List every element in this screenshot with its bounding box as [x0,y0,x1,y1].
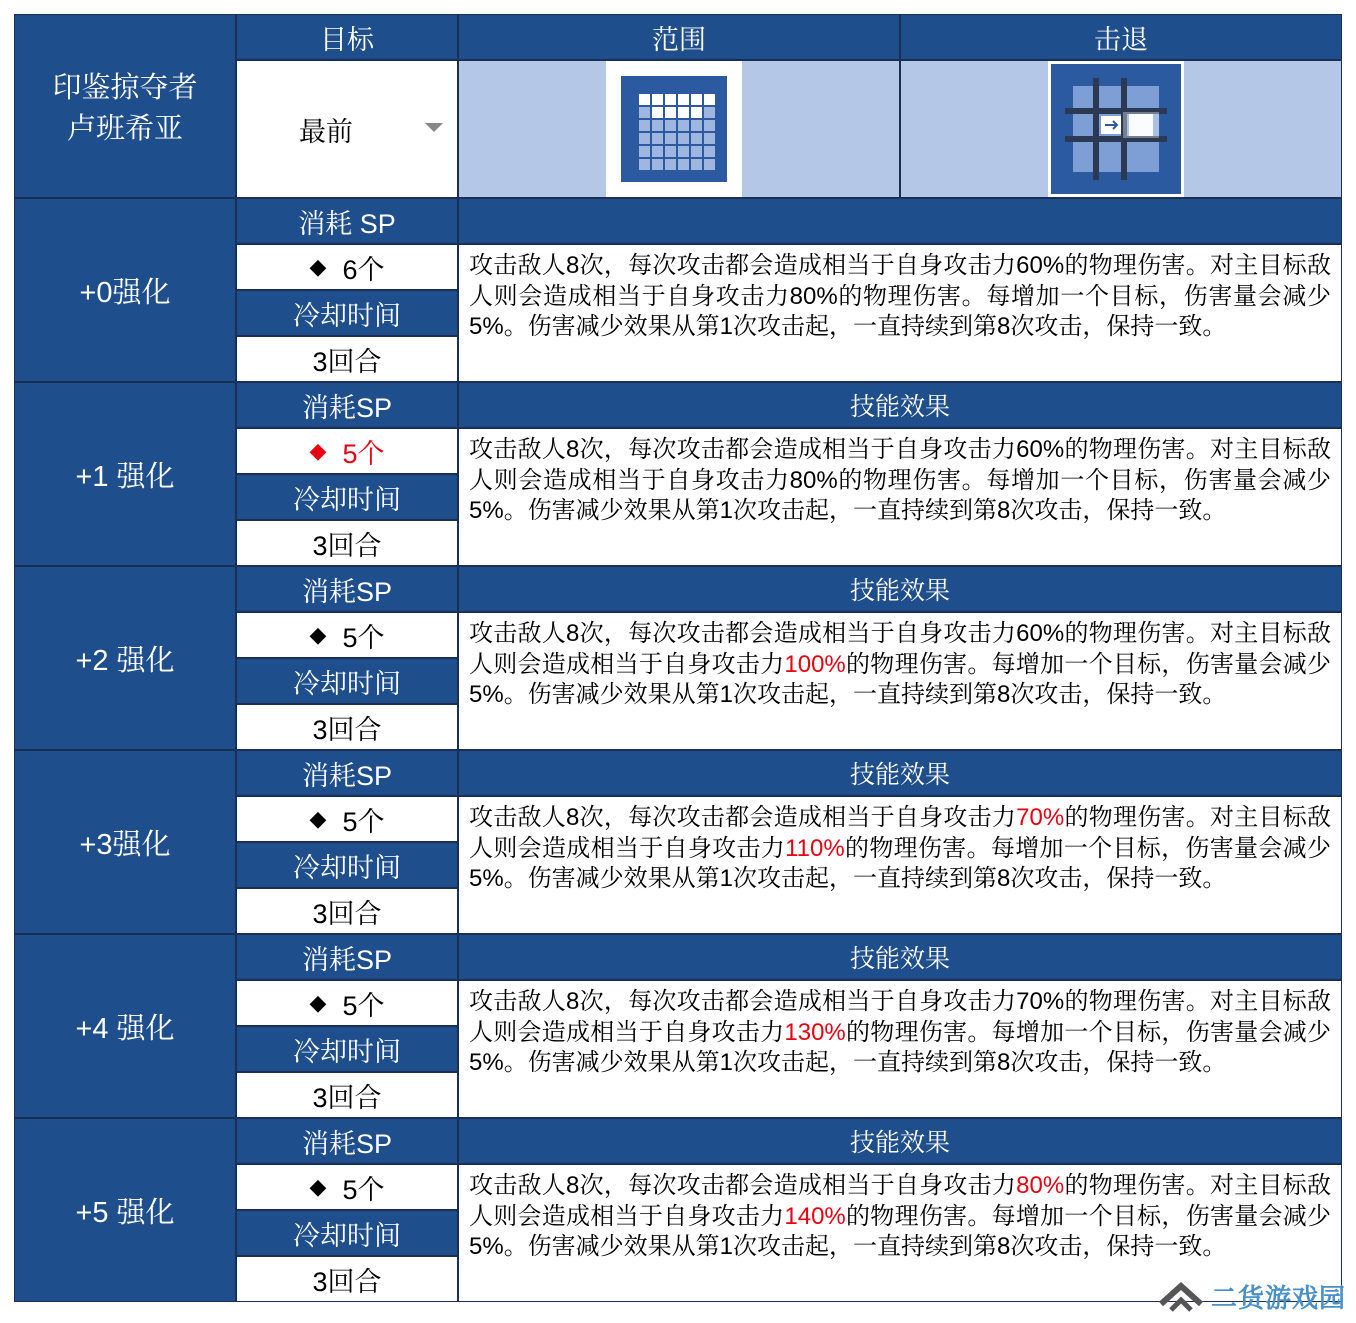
diamond-icon: ◆ [309,622,327,647]
highlight-value: 80% [1016,1172,1065,1199]
watermark [1159,1278,1346,1315]
level-label: +0强化 [14,198,236,382]
description-segment: 的物理伤害。每增加一个目标，伤害量会减少5%。伤害减少效果从第1次攻击起，一直持续到第8次攻击，保持一致。 [469,1202,1331,1260]
skill-description-text [469,619,1331,711]
description-segment: 的物理伤害。每增加一个目标，伤害量会减少5%。伤害减少效果从第1次攻击起，一直持续到第8次攻击，保持一致。 [469,1018,1331,1076]
header-knockback: 击退 [900,14,1342,60]
description-segment: 攻击敌人8次，每次攻击都会造成相当于自身攻击力60%的物理伤害。对主目标敌人则会造成相当于自身攻击力 [469,620,1331,678]
cooldown-header: 冷却时间 [236,474,458,520]
skill-description [458,244,1342,382]
sp-value-text: 6个 [342,254,385,285]
watermark-text: 二货游戏园 [1210,1283,1346,1313]
effect-header: 技能效果 [458,934,1342,980]
sp-value [236,1164,458,1210]
effect-header: 技能效果 [458,566,1342,612]
level-label: +5 强化 [14,1118,236,1302]
cooldown-value: 3回合 [236,1256,458,1302]
sp-header: 消耗SP [236,382,458,428]
sp-header: 消耗 SP [236,198,458,244]
description-segment: 的物理伤害。对主目标敌人则会造成相当于自身攻击力 [469,804,1331,862]
header-range: 范围 [458,14,900,60]
description-segment: 攻击敌人8次，每次攻击都会造成相当于自身攻击力 [469,804,1017,831]
sp-value [236,612,458,658]
header-target: 目标 [236,14,458,60]
range-grid-icon [606,61,742,197]
diamond-icon: ◆ [309,254,327,279]
cooldown-value: 3回合 [236,1072,458,1118]
sp-header: 消耗SP [236,750,458,796]
sp-header: 消耗SP [236,566,458,612]
skill-description [458,428,1342,566]
sp-header: 消耗SP [236,1118,458,1164]
description-segment: 攻击敌人8次，每次攻击都会造成相当于自身攻击力60%的物理伤害。对主目标敌人则会造成相当于自身攻击力80%的物理伤害。每增加一个目标，伤害量会减少5%。伤害减少效果从第1次攻击起，一直持续到第8次攻击，保持一致。 [469,436,1331,524]
skill-description-text [469,987,1331,1079]
range-cell [458,60,900,198]
target-select[interactable] [236,60,458,198]
cooldown-header: 冷却时间 [236,1210,458,1256]
cooldown-header: 冷却时间 [236,658,458,704]
cooldown-header: 冷却时间 [236,1026,458,1072]
effect-header: 技能效果 [458,1118,1342,1164]
sp-value-text: 5个 [342,990,385,1021]
skill-description [458,796,1342,934]
logo-icon [1159,1282,1203,1312]
highlight-value: 110% [785,834,845,862]
effect-header: 技能效果 [458,382,1342,428]
description-segment: 的物理伤害。每增加一个目标，伤害量会减少5%。伤害减少效果从第1次攻击起，一直持续到第8次攻击，保持一致。 [469,650,1331,708]
skill-description-text [469,251,1331,343]
description-segment: 攻击敌人8次，每次攻击都会造成相当于自身攻击力70%的物理伤害。对主目标敌人则会造成相当于自身攻击力 [469,988,1331,1046]
sp-value-text: 5个 [342,622,385,653]
sp-value [236,980,458,1026]
diamond-icon: ◆ [309,990,327,1015]
description-segment: 的物理伤害。每增加一个目标，伤害量会减少5%。伤害减少效果从第1次攻击起，一直持续到第8次攻击，保持一致。 [469,834,1331,892]
highlight-value: 140% [784,1202,846,1230]
cooldown-header: 冷却时间 [236,290,458,336]
description-segment: 的物理伤害。对主目标敌人则会造成相当于自身攻击力 [469,1172,1331,1230]
chevron-down-icon [425,123,443,132]
sp-value-text: 5个 [342,806,385,837]
character-name-cell [14,14,236,198]
cooldown-value: 3回合 [236,520,458,566]
cooldown-value: 3回合 [236,888,458,934]
effect-header [458,198,1342,244]
sp-value-text: 5个 [342,438,385,469]
level-label: +3强化 [14,750,236,934]
knockback-cell [900,60,1342,198]
skill-description [458,980,1342,1118]
level-label: +2 强化 [14,566,236,750]
highlight-value: 130% [784,1018,846,1046]
sp-value [236,796,458,842]
knockback-icon [1048,61,1184,197]
description-segment: 攻击敌人8次，每次攻击都会造成相当于自身攻击力 [469,1172,1017,1199]
character-name-line2: 卢班希亚 [66,113,183,145]
skill-description-text [469,435,1331,527]
description-segment: 攻击敌人8次，每次攻击都会造成相当于自身攻击力60%的物理伤害。对主目标敌人则会造成相当于自身攻击力80%的物理伤害。每增加一个目标，伤害量会减少5%。伤害减少效果从第1次攻击起，一直持续到第8次攻击，保持一致。 [469,252,1331,340]
cooldown-header: 冷却时间 [236,842,458,888]
skill-description-text [469,1171,1331,1263]
sp-value [236,428,458,474]
cooldown-value: 3回合 [236,704,458,750]
skill-description [458,612,1342,750]
sp-value-text: 5个 [342,1174,385,1205]
diamond-icon: ◆ [309,1174,327,1199]
sp-header: 消耗SP [236,934,458,980]
cooldown-value: 3回合 [236,336,458,382]
skill-description-text [469,803,1331,895]
diamond-icon: ◆ [309,438,327,463]
character-name-line1: 印鉴掠夺者 [52,72,198,104]
target-select-value: 最前 [299,116,353,147]
effect-header: 技能效果 [458,750,1342,796]
highlight-value: 70% [1016,804,1065,831]
level-label: +1 强化 [14,382,236,566]
diamond-icon: ◆ [309,806,327,831]
level-label: +4 强化 [14,934,236,1118]
sp-value [236,244,458,290]
highlight-value: 100% [784,650,846,678]
